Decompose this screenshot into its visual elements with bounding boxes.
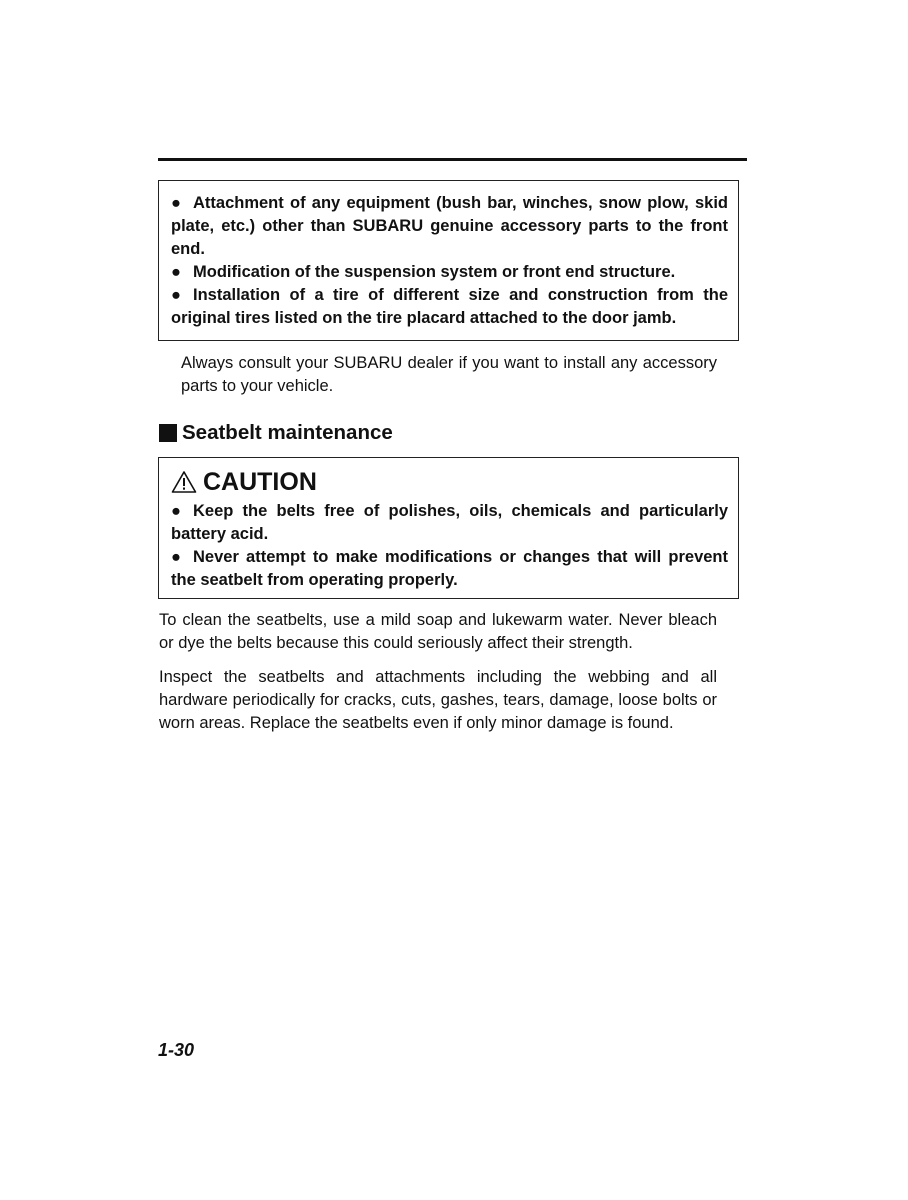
caution-item: ● Never attempt to make modifications or changes that will prevent the seatbelt from operating properly. — [171, 548, 728, 589]
warning-box — [158, 180, 739, 341]
caution-title: CAUTION — [171, 466, 728, 498]
paragraph-cleaning: To clean the seatbelts, use a mild soap and lukewarm water. Never bleach or dye the belts because this could seriously affect their strength. — [159, 611, 717, 652]
bullet-icon: ● — [171, 263, 181, 281]
caution-item: ● Keep the belts free of polishes, oils, chemicals and particularly battery acid. — [171, 502, 728, 543]
bullet-icon: ● — [171, 548, 181, 566]
square-bullet-icon — [159, 424, 177, 442]
warning-item: ● Modification of the suspension system or front end structure. — [171, 261, 728, 284]
warning-item: ● Installation of a tire of different size and construction from the original tires listed on the tire placard attached to the door jamb. — [171, 286, 728, 327]
bullet-icon: ● — [171, 502, 181, 520]
bullet-icon: ● — [171, 286, 181, 304]
caution-box — [158, 457, 739, 599]
warning-item: ● Attachment of any equipment (bush bar, winches, snow plow, skid plate, etc.) other than SUBARU genuine accessory parts to the front end. — [171, 194, 728, 258]
bullet-icon: ● — [171, 194, 181, 212]
paragraph-inspection: Inspect the seatbelts and attachments including the webbing and all hardware periodically for cracks, cuts, gashes, tears, damage, loose bolts or worn areas. Replace the seatbelts even if only minor damage is found. — [159, 668, 717, 732]
top-rule — [158, 158, 747, 161]
note-text: Always consult your SUBARU dealer if you want to install any accessory parts to your vehicle. — [181, 354, 717, 395]
page-number: 1-30 — [158, 1040, 195, 1060]
section-heading: Seatbelt maintenance — [159, 420, 393, 446]
warning-triangle-icon — [171, 470, 197, 494]
